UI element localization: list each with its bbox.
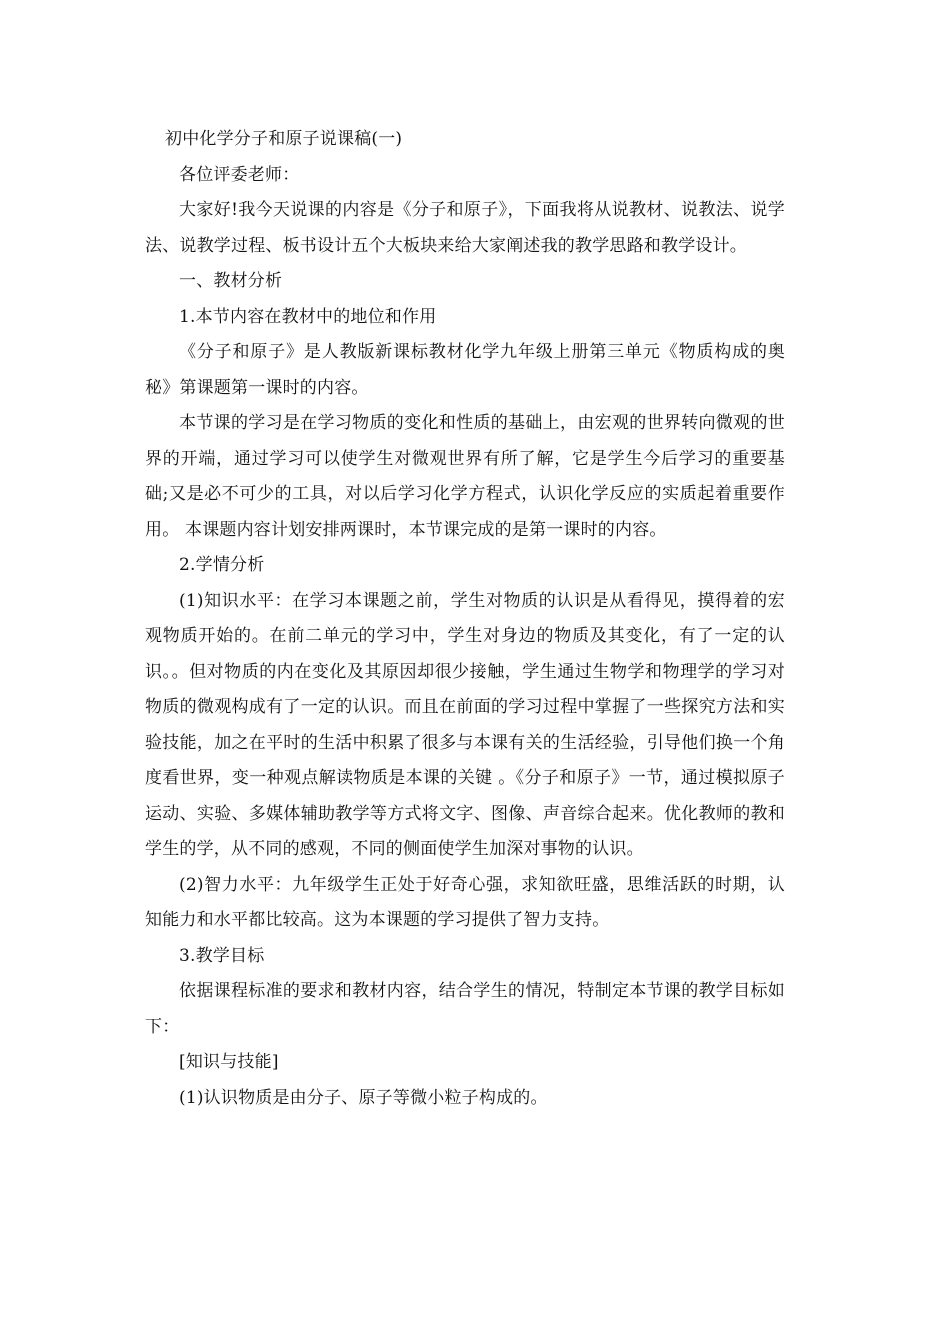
- intro-paragraph: 大家好!我今天说课的内容是《分子和原子》，下面我将从说教材、说教法、说学法、说教学过程、板书设计五个大板块来给大家阐述我的教学思路和教学设计。: [145, 200, 785, 256]
- paragraph-lesson-source: 《分子和原子》是人教版新课标教材化学九年级上册第三单元《物质构成的奥秘》第课题第一课时的内容。: [145, 342, 785, 398]
- paragraph-knowledge-level: (1)知识水平：在学习本课题之前，学生对物质的认识是从看得见，摸得着的宏观物质开始的。在前二单元的学习中，学生对身边的物质及其变化，有了一定的认识。。但对物质的内在变化及其原因却很少接触，学生通过生物学和物理学的学习对物质的微观构成有了一定的认识。而且在前面的学习过程中掌握了一些探究方法和实验技能，加之在平时的生活中积累了很多与本课有关的生活经验，引导他们换一个角度看世界，变一种观点解读物质是本课的关键 。《分子和原子》一节，通过模拟原子运动、实验、多媒体辅助教学等方式将文字、图像、声音综合起来。优化教师的教和学生的学，从不同的感观，不同的侧面使学生加深对事物的认识。: [145, 590, 785, 859]
- paragraph-lesson-importance: 本节课的学习是在学习物质的变化和性质的基础上，由宏观的世界转向微观的世界的开端，通过学习可以使学生对微观世界有所了解，它是学生今后学习的重要基础;又是必不可少的工具，对以后学习化学方程式，认识化学反应的实质起着重要作用。 本课题内容计划安排两课时，本节课完成的是第一课时的内容。: [145, 413, 785, 540]
- document-title: 初中化学分子和原子说课稿(一): [165, 129, 403, 149]
- paragraph-intellectual-level: (2)智力水平：九年级学生正处于好奇心强，求知欲旺盛，思维活跃的时期，认知能力和水平都比较高。这为本课题的学习提供了智力支持。: [145, 874, 785, 930]
- subheading-student-analysis: 2.学情分析: [179, 555, 265, 575]
- document-body: [145, 122, 785, 1116]
- subheading-position-and-role: 1.本节内容在教材中的地位和作用: [179, 306, 437, 327]
- goal-item-1: (1)认识物质是由分子、原子等微小粒子构成的。: [179, 1087, 548, 1108]
- section-heading-textbook-analysis: 一、教材分析: [179, 271, 283, 291]
- paragraph-goals-basis: 依据课程标准的要求和教材内容，结合学生的情况，特制定本节课的教学目标如下：: [145, 981, 785, 1037]
- subheading-knowledge-skills: [知识与技能]: [179, 1052, 279, 1072]
- subheading-teaching-goals: 3.教学目标: [179, 945, 265, 966]
- salutation: 各位评委老师：: [179, 164, 300, 185]
